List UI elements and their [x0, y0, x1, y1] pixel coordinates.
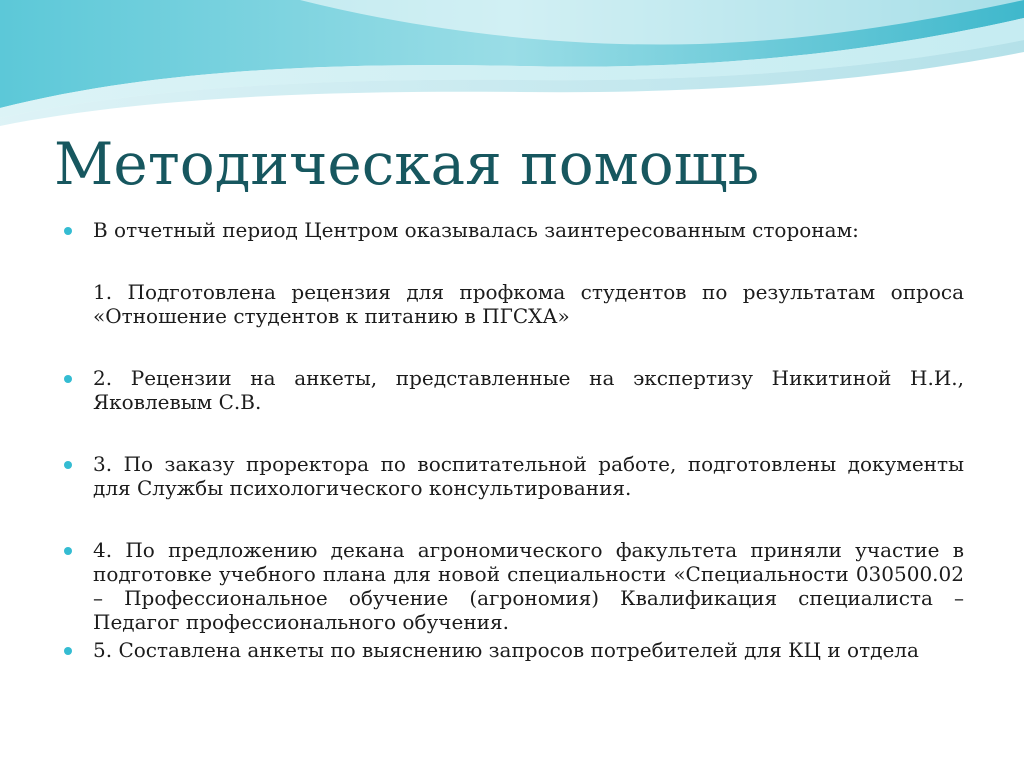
list-item-text: 1. Подготовлена рецензия для профкома студентов по результатам опроса «Отношение студентов к питанию в ПГСХА» — [93, 280, 964, 328]
list-item — [64, 280, 964, 328]
list-item-text: 4. По предложению декана агрономического факультета приняли участие в подготовке учебного плана для новой специальности «Специальности 030500.02 – Профессиональное обучение (агрономия) Квалификация специалиста – Педагог профессионального обучения. — [93, 538, 964, 634]
list-item — [64, 638, 964, 662]
bullet-icon — [64, 647, 72, 655]
list-item — [64, 218, 964, 242]
list-item-text: 2. Рецензии на анкеты, представленные на экспертизу Никитиной Н.И., Яковлевым С.В. — [93, 366, 964, 414]
wave-header-decoration — [0, 0, 1024, 130]
list-item-text: 5. Составлена анкеты по выяснению запросов потребителей для КЦ и отдела — [93, 638, 919, 662]
bullet-icon — [64, 461, 72, 469]
bullet-icon — [64, 375, 72, 383]
bullet-icon — [64, 227, 72, 235]
list-item-text: В отчетный период Центром оказывалась заинтересованным сторонам: — [93, 218, 859, 242]
list-item — [64, 538, 964, 634]
bullet-icon — [64, 547, 72, 555]
list-item-text: 3. По заказу проректора по воспитательной работе, подготовлены документы для Службы психологического консультирования. — [93, 452, 964, 500]
list-item — [64, 452, 964, 500]
content-list — [64, 218, 964, 662]
slide-title: Методическая помощь — [54, 130, 760, 198]
list-item — [64, 366, 964, 414]
